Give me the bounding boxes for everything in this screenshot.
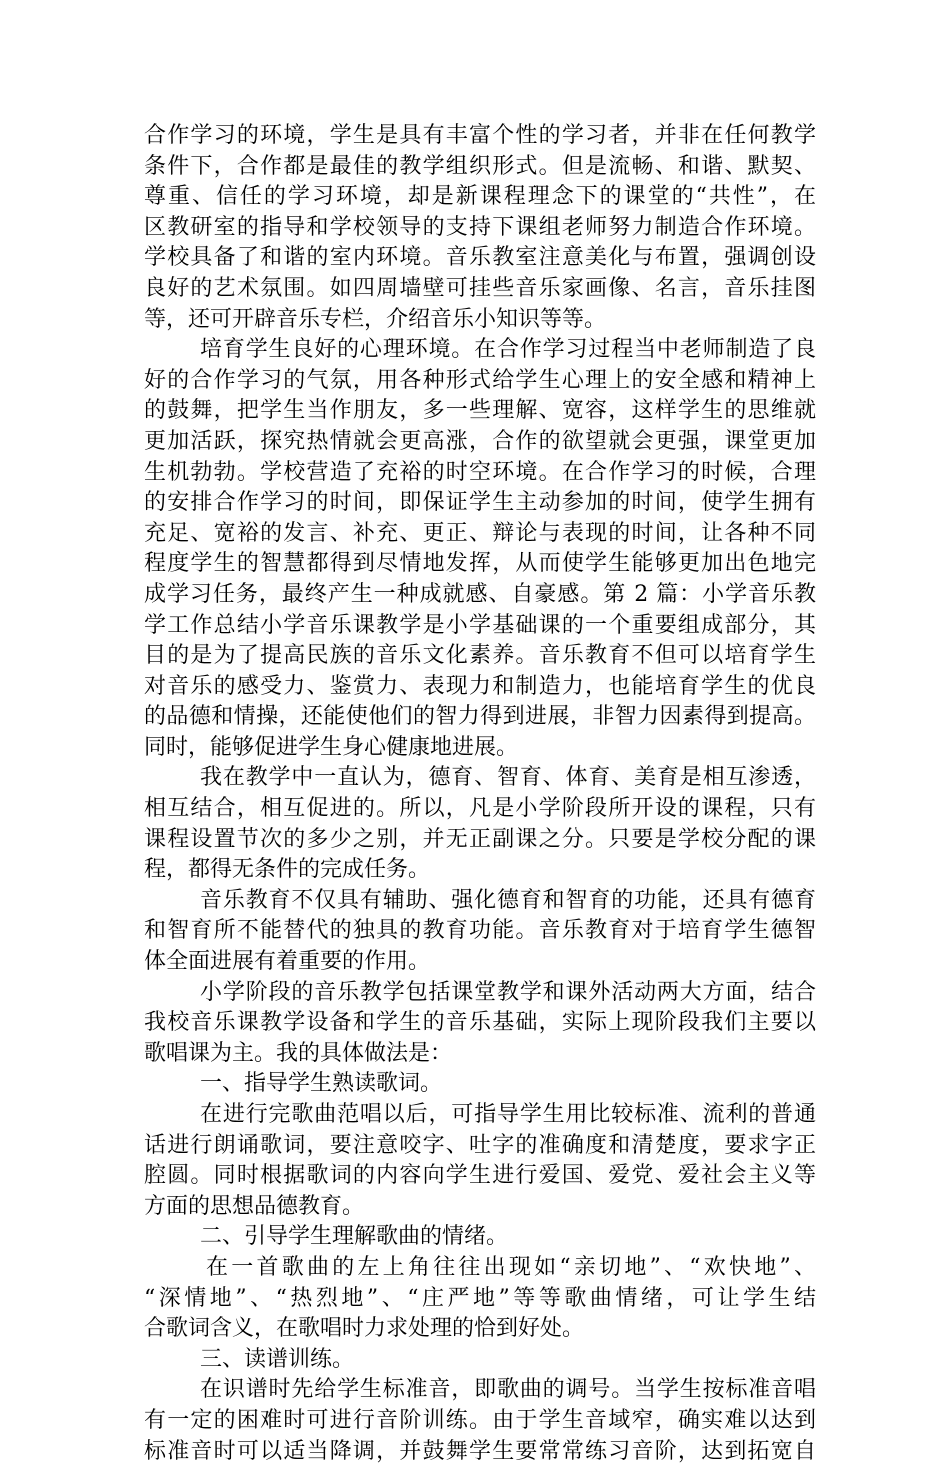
- text-line: 好的合作学习的气氛，用各种形式给学生心理上的安全感和精神上: [144, 367, 816, 393]
- text-line: 话进行朗诵歌词，要注意咬字、吐字的准确度和清楚度，要求字正: [144, 1132, 816, 1158]
- text-line: 等，还可开辟音乐专栏，介绍音乐小知识等等。: [144, 306, 607, 332]
- text-line: 合作学习的环境，学生是具有丰富个性的学习者，并非在任何教学: [144, 123, 816, 148]
- text-line: 更加活跃，探究热情就会更高涨，合作的欲望就会更强，课堂更加: [144, 428, 816, 454]
- text-line: 我校音乐课教学设备和学生的音乐基础，实际上现阶段我们主要以: [144, 1010, 816, 1036]
- paragraph-first-line: 音乐教育不仅具有辅助、强化德育和智育的功能，还具有德育: [200, 887, 816, 913]
- text-line: 生机勃勃。学校营造了充裕的时空环境。在合作学习的时候，合理: [144, 459, 816, 485]
- text-line: 和智育所不能替代的独具的教育功能。音乐教育对于培育学生德智: [144, 918, 816, 944]
- text-line: 成学习任务，最终产生一种成就感、自豪感。第 2 篇：小学音乐教: [144, 581, 816, 607]
- paragraph-first-line: 培育学生良好的心理环境。在合作学习过程当中老师制造了良: [200, 337, 816, 363]
- text-line: 标准音时可以适当降调，并鼓舞学生要常常练习音阶，达到拓宽自: [144, 1438, 816, 1464]
- document-body: [144, 121, 816, 1467]
- text-line: 条件下，合作都是最佳的教学组织形式。但是流畅、和谐、默契、: [144, 153, 816, 179]
- text-line: 同时，能够促进学生身心健康地进展。: [144, 734, 519, 760]
- text-line: 目的是为了提高民族的音乐文化素养。音乐教育不但可以培育学生: [144, 643, 816, 669]
- text-line: 对音乐的感受力、鉴赏力、表现力和制造力，也能培育学生的优良: [144, 673, 816, 699]
- text-line: 尊重、信任的学习环境，却是新课程理念下的课堂的“共性”，在: [144, 184, 816, 210]
- text-line: 学校具备了和谐的室内环境。音乐教室注意美化与布置，强调创设: [144, 245, 816, 271]
- text-line: 的品德和情操，还能使他们的智力得到进展，非智力因素得到提高。: [144, 704, 816, 730]
- paragraph-first-line: 在识谱时先给学生标准音，即歌曲的调号。当学生按标准音唱: [200, 1377, 816, 1403]
- section-heading: 三、读谱训练。: [200, 1346, 355, 1372]
- text-line: 歌唱课为主。我的具体做法是：: [144, 1040, 453, 1066]
- text-line: 有一定的困难时可进行音阶训练。由于学生音域窄，确实难以达到: [144, 1407, 816, 1433]
- paragraph-first-line: 我在教学中一直认为，德育、智育、体育、美育是相互渗透，: [200, 765, 816, 791]
- text-line: 体全面进展有着重要的作用。: [144, 949, 431, 975]
- text-line: 合歌词含义，在歌唱时力求处理的恰到好处。: [144, 1316, 585, 1342]
- text-line: 程度学生的智慧都得到尽情地发挥，从而使学生能够更加出色地完: [144, 551, 816, 577]
- paragraph-first-line: 在一首歌曲的左上角往往出现如“亲切地”、“欢快地”、: [206, 1254, 816, 1280]
- text-line: 的安排合作学习的时间，即保证学生主动参加的时间，使学生拥有: [144, 490, 816, 516]
- section-heading: 一、指导学生熟读歌词。: [200, 1071, 443, 1097]
- text-line: 良好的艺术氛围。如四周墙壁可挂些音乐家画像、名言，音乐挂图: [144, 275, 816, 301]
- text-line: 课程设置节次的多少之别，并无正副课之分。只要是学校分配的课: [144, 826, 816, 852]
- text-line: 腔圆。同时根据歌词的内容向学生进行爱国、爱党、爱社会主义等: [144, 1163, 816, 1189]
- paragraph-first-line: 小学阶段的音乐教学包括课堂教学和课外活动两大方面，结合: [200, 979, 816, 1005]
- text-line: 充足、宽裕的发言、补充、更正、辩论与表现的时间，让各种不同: [144, 520, 816, 546]
- section-heading: 二、引导学生理解歌曲的情绪。: [200, 1224, 509, 1250]
- paragraph-first-line: 在进行完歌曲范唱以后，可指导学生用比较标准、流利的普通: [200, 1102, 816, 1127]
- text-line: 方面的思想品德教育。: [144, 1193, 365, 1219]
- text-line: 相互结合，相互促进的。所以，凡是小学阶段所开设的课程，只有: [144, 796, 816, 822]
- text-line: 区教研室的指导和学校领导的支持下课组老师努力制造合作环境。: [144, 214, 816, 240]
- text-line: 的鼓舞，把学生当作朋友，多一些理解、宽容，这样学生的思维就: [144, 398, 816, 424]
- text-line: 学工作总结小学音乐课教学是小学基础课的一个重要组成部分，其: [144, 612, 816, 638]
- text-line: 程，都得无条件的完成任务。: [144, 857, 431, 883]
- text-line: “深情地”、“热烈地”、“庄严地”等等歌曲情绪，可让学生结: [144, 1285, 816, 1311]
